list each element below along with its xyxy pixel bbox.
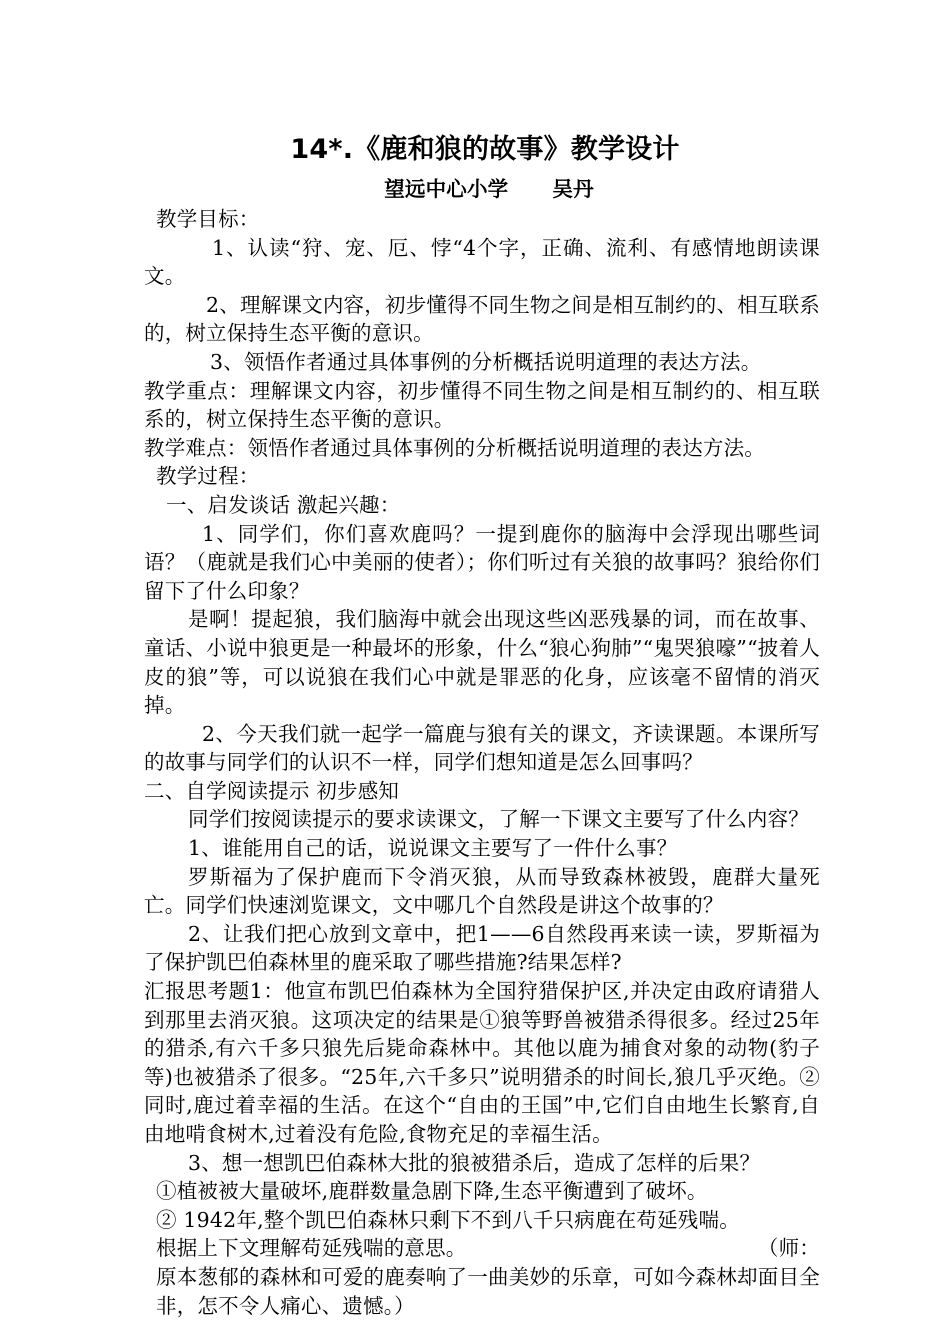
objective-item-1: 1、认读“狩、宠、厄、悖“4个字，正确、流利、有感情地朗读课文。 — [144, 235, 820, 289]
document-page — [144, 128, 820, 1320]
objectives-heading: 教学目标： — [156, 207, 260, 231]
section-1-paragraph-1: 1、同学们，你们喜欢鹿吗？一提到鹿你的脑海中会浮现出哪些词语？（鹿就是我们心中美丽的使者）；你们听过有关狼的故事吗？狼给你们留下了什么印象？ — [144, 521, 820, 603]
context-line — [144, 1234, 820, 1263]
key-point: 教学重点：理解课文内容，初步懂得不同生物之间是相互制约的、相互联系的，树立保持生态平衡的意识。 — [144, 378, 820, 432]
consequence-item-1: ①植被被大量破坏,鹿群数量急剧下降,生态平衡遭到了破坏。 — [156, 1179, 708, 1204]
document-title: 14*.《鹿和狼的故事》教学设计 — [290, 134, 680, 165]
consequence-item-2: ② 1942年,整个凯巴伯森林只剩下不到八千只病鹿在苟延残喘。 — [156, 1207, 740, 1232]
section-2-report: 汇报思考题1：他宣布凯巴伯森林为全国狩猎保护区,并决定由政府请猎人到那里去消灭狼。这项决定的结果是①狼等野兽被猎杀得很多。经过25年的猎杀,有六千多只狼先后毙命森林中。其他以鹿为捕食对象的动物(豹子等)也被猎杀了很多。“25年,六千多只”说明猎杀的时间长,狼几乎灭绝。②同时,鹿过着幸福的生活。在这个“自由的王国”中,它们自由地生长繁育,自由地啃食树木,过着没有危险,食物充足的幸福生活。 — [144, 979, 820, 1146]
section-2-paragraph-3: 罗斯福为了保护鹿而下令消灭狼，从而导致森林被毁，鹿群大量死亡。同学们快速浏览课文，文中哪几个自然段是讲这个故事的？ — [144, 864, 820, 918]
difficulty: 教学难点：领悟作者通过具体事例的分析概括说明道理的表达方法。 — [144, 435, 765, 460]
objective-item-2: 2、理解课文内容，初步懂得不同生物之间是相互制约的、相互联系的，树立保持生态平衡的意识。 — [144, 292, 820, 346]
process-heading: 教学过程： — [156, 464, 260, 489]
section-2-heading: 二、自学阅读提示 初步感知 — [144, 778, 400, 803]
section-1-paragraph-2: 是啊！提起狼，我们脑海中就会出现这些凶恶残暴的词，而在故事、童话、小说中狼更是一种最坏的形象，什么“狼心狗肺”“鬼哭狼嚎”“披着人皮的狼”等，可以说狼在我们心中就是罪恶的化身，应该毫不留情的消灭掉。 — [144, 607, 820, 718]
section-2-paragraph-2: 1、谁能用自己的话，说说课文主要写了一件什么事？ — [188, 836, 678, 861]
section-2-paragraph-1: 同学们按阅读提示的要求读课文，了解一下课文主要写了什么内容？ — [188, 807, 809, 832]
author-line: 望远中心小学 吴丹 — [384, 177, 594, 201]
section-2-paragraph-5: 3、想一想凯巴伯森林大批的狼被猎杀后，造成了怎样的后果？ — [188, 1150, 761, 1175]
section-2-paragraph-4: 2、让我们把心放到文章中，把1——6自然段再来读一读，罗斯福为了保护凯巴伯森林里的鹿采取了哪些措施?结果怎样? — [144, 921, 820, 975]
section-1-heading: 一、启发谈话 激起兴趣： — [166, 492, 401, 517]
section-1-paragraph-3: 2、今天我们就一起学一篇鹿与狼有关的课文，齐读课题。本课所写的故事与同学们的认识不一样，同学们想知道是怎么回事吗？ — [144, 721, 820, 775]
teacher-note-label: （师： — [757, 1236, 820, 1261]
context-question: 根据上下文理解苟延残喘的意思。 — [156, 1236, 467, 1261]
objective-item-3: 3、领悟作者通过具体事例的分析概括说明道理的表达方法。 — [210, 349, 762, 374]
teacher-note: 原本葱郁的森林和可爱的鹿奏响了一曲美妙的乐章，可如今森林却面目全非，怎不令人痛心、遗憾。） — [156, 1264, 820, 1318]
